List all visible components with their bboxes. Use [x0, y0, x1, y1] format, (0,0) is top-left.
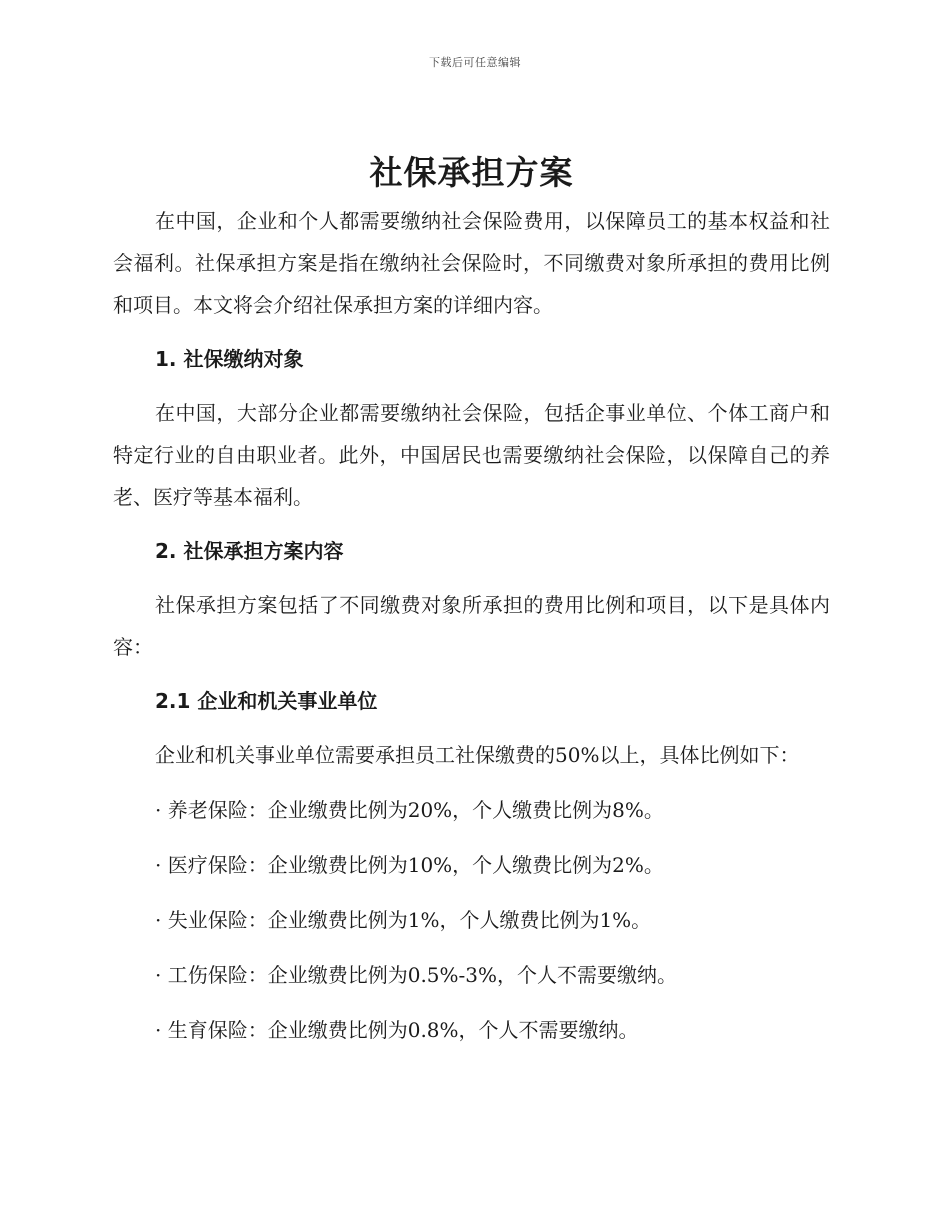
- list-item: · 生育保险：企业缴费比例为0.8%，个人不需要缴纳。: [155, 1018, 639, 1042]
- intro-paragraph: 在中国，企业和个人都需要缴纳社会保险费用，以保障员工的基本权益和社会福利。社保承担方案是指在缴纳社会保险时，不同缴费对象所承担的费用比例和项目。本文将会介绍社保承担方案的详细内容。: [113, 209, 830, 317]
- list-item: · 医疗保险：企业缴费比例为10%，个人缴费比例为2%。: [155, 853, 664, 877]
- bullet-list: [113, 789, 830, 1051]
- spacer: [113, 776, 830, 789]
- section-1-paragraph: 在中国，大部分企业都需要缴纳社会保险，包括企事业单位、个体工商户和特定行业的自由职业者。此外，中国居民也需要缴纳社会保险，以保障自己的养老、医疗等基本福利。: [113, 401, 830, 509]
- list-item: · 养老保险：企业缴费比例为20%，个人缴费比例为8%。: [155, 798, 664, 822]
- section-2-paragraph: 社保承担方案包括了不同缴费对象所承担的费用比例和项目，以下是具体内容：: [113, 593, 830, 659]
- section-2-1-paragraph: 企业和机关事业单位需要承担员工社保缴费的50%以上，具体比例如下：: [155, 743, 800, 767]
- list-item: · 工伤保险：企业缴费比例为0.5%-3%，个人不需要缴纳。: [155, 963, 678, 987]
- section-heading-2: 2. 社保承担方案内容: [155, 539, 344, 563]
- document-title: 社保承担方案: [369, 153, 574, 192]
- list-item: · 失业保险：企业缴费比例为1%，个人缴费比例为1%。: [155, 908, 652, 932]
- header-note: 下载后可任意编辑: [429, 56, 521, 69]
- document-body: [113, 150, 830, 1064]
- section-heading-1: 1. 社保缴纳对象: [155, 347, 304, 371]
- section-heading-2-1: 2.1 企业和机关事业单位: [155, 689, 378, 713]
